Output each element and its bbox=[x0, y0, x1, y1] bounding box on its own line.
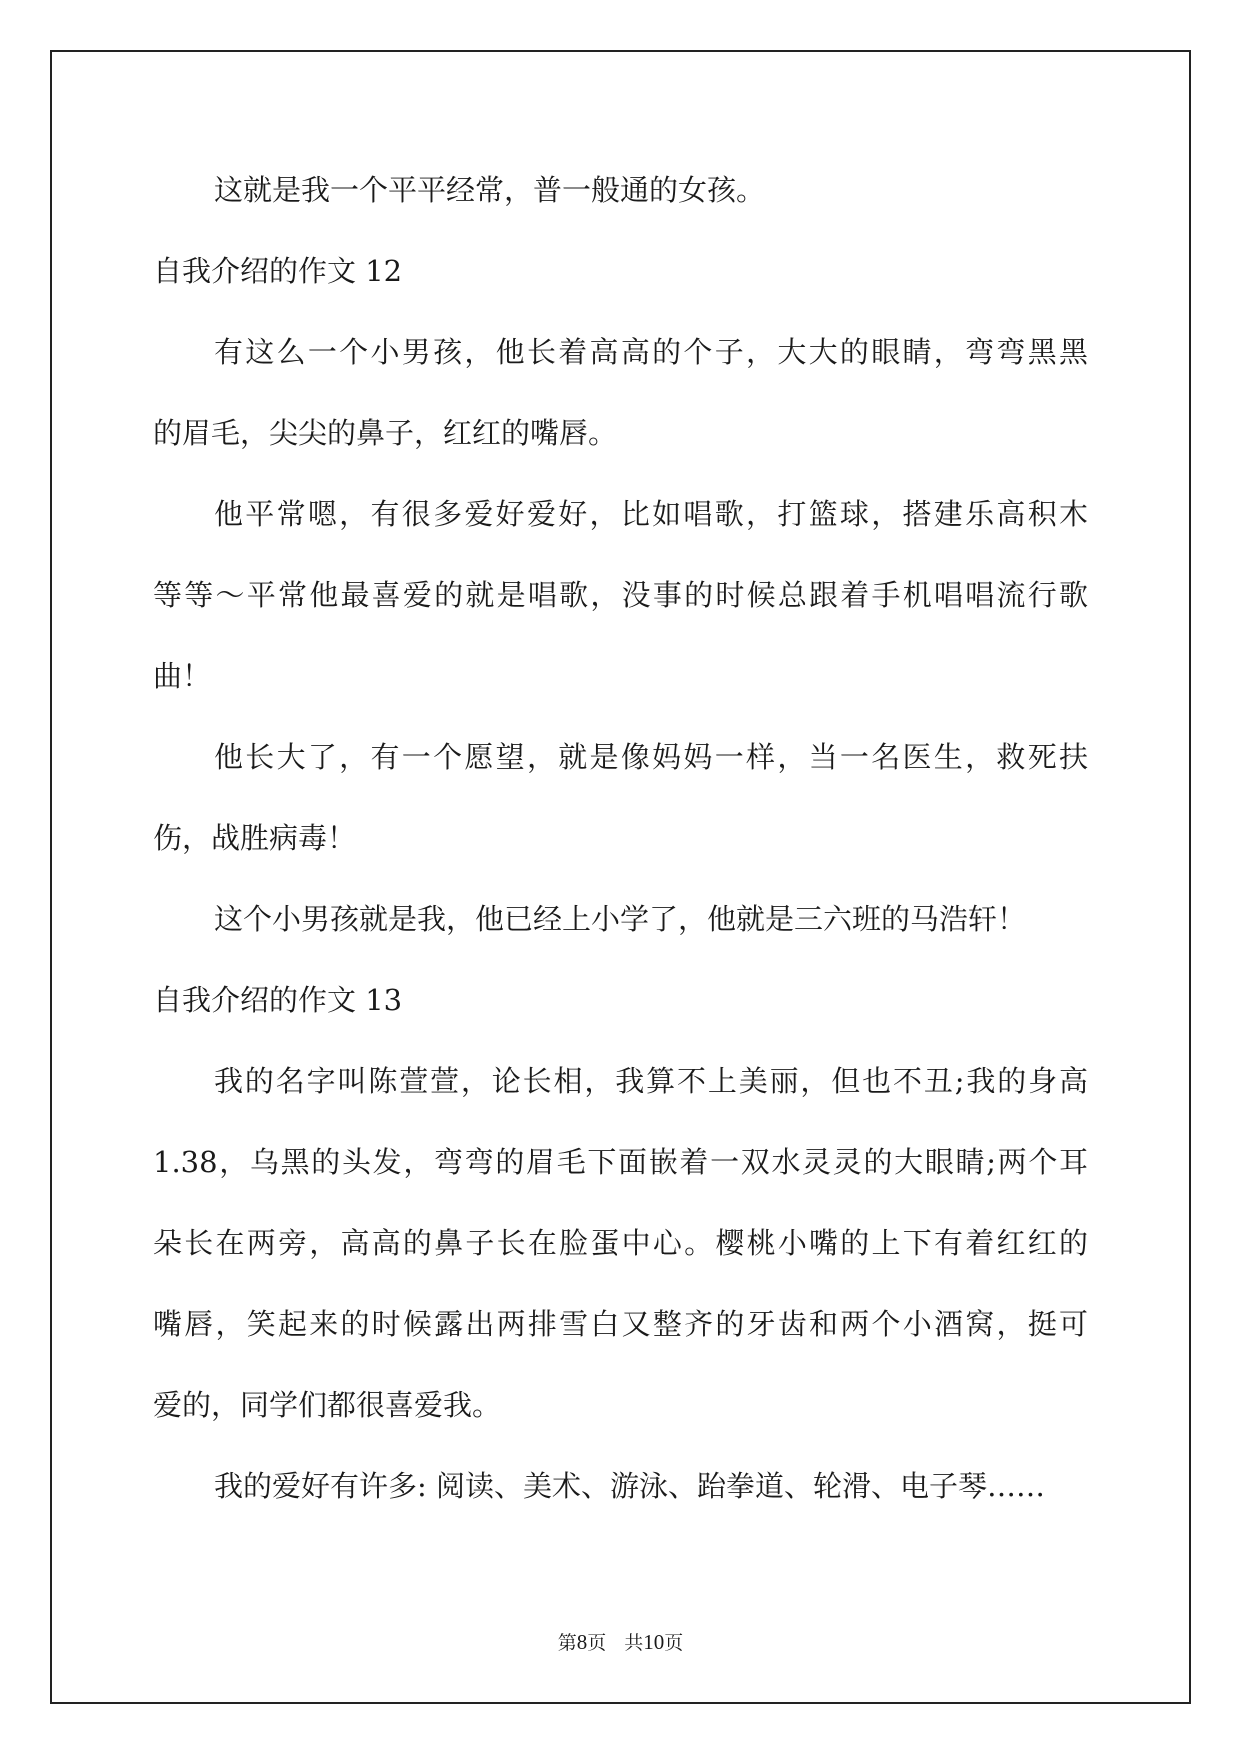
paragraph-line: 等等～平常他最喜爱的就是唱歌，没事的时候总跟着手机唱唱流行歌 bbox=[153, 578, 1088, 612]
paragraph-line: 有这么一个小男孩，他长着高高的个子，大大的眼睛，弯弯黑黑 bbox=[214, 335, 1088, 369]
paragraph-line: 我的爱好有许多: 阅读、美术、游泳、跆拳道、轮滑、电子琴…… bbox=[214, 1469, 1045, 1503]
page-footer bbox=[0, 1628, 1241, 1655]
total-page-count: 10 bbox=[643, 1630, 665, 1654]
paragraph-line: 这个小男孩就是我，他已经上小学了，他就是三六班的马浩轩！ bbox=[214, 902, 1027, 936]
paragraph-line: 他长大了，有一个愿望，就是像妈妈一样，当一名医生，救死扶 bbox=[214, 740, 1088, 774]
paragraph-line: 的眉毛，尖尖的鼻子，红红的嘴唇。 bbox=[153, 416, 618, 450]
paragraph-line: 我的名字叫陈萱萱，论长相，我算不上美丽，但也不丑;我的身高 bbox=[214, 1064, 1088, 1098]
paragraph-line: 嘴唇，笑起来的时候露出两排雪白又整齐的牙齿和两个小酒窝，挺可 bbox=[153, 1307, 1088, 1341]
page-number-suffix: 页 bbox=[587, 1632, 607, 1654]
paragraph-line: 曲！ bbox=[153, 659, 212, 693]
paragraph-line: 朵长在两旁，高高的鼻子长在脸蛋中心。樱桃小嘴的上下有着红红的 bbox=[153, 1226, 1088, 1260]
section-heading: 自我介绍的作文 13 bbox=[153, 983, 403, 1017]
section-heading: 自我介绍的作文 12 bbox=[153, 254, 403, 288]
paragraph-line: 这就是我一个平平经常，普一般通的女孩。 bbox=[214, 173, 766, 207]
total-pages-suffix: 页 bbox=[664, 1632, 684, 1654]
total-pages-prefix: 共 bbox=[624, 1632, 644, 1654]
page-number-prefix: 第 bbox=[557, 1632, 577, 1654]
paragraph-line: 他平常嗯，有很多爱好爱好，比如唱歌，打篮球，搭建乐高积木 bbox=[214, 497, 1088, 531]
current-page-number: 8 bbox=[576, 1630, 588, 1654]
paragraph-line: 伤，战胜病毒！ bbox=[153, 821, 357, 855]
document-body bbox=[153, 160, 1088, 1537]
paragraph-line: 爱的，同学们都很喜爱我。 bbox=[153, 1388, 502, 1422]
paragraph-line: 1.38，乌黑的头发，弯弯的眉毛下面嵌着一双水灵灵的大眼睛;两个耳 bbox=[153, 1145, 1088, 1179]
